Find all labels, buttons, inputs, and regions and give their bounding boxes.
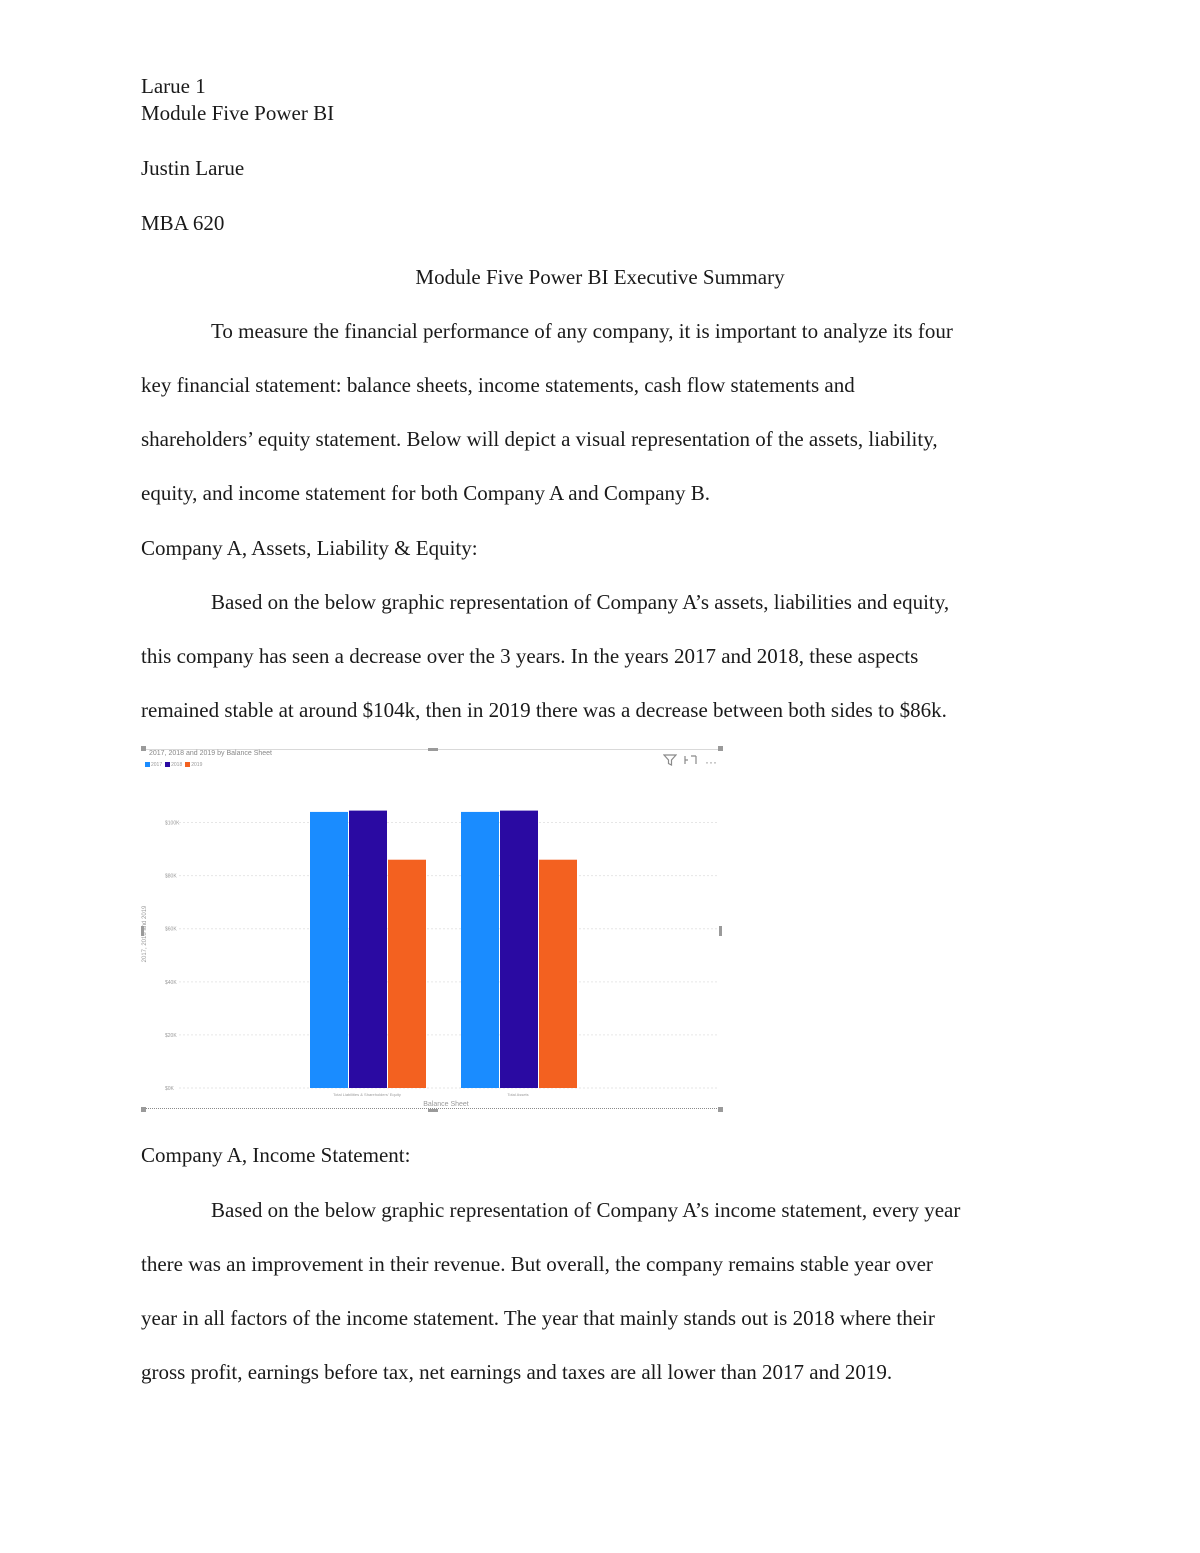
x-axis-title: Balance Sheet <box>423 1101 469 1108</box>
short-title: Module Five Power BI <box>141 101 335 125</box>
category-label: Total Liabilities & Shareholders' Equity <box>333 1092 401 1097</box>
legend-label: 2017 <box>151 762 163 768</box>
x-axis-categories <box>333 1092 529 1097</box>
income-line-3: year in all factors of the income statement. The year that mainly stands out is 2018 where their <box>141 1306 935 1330</box>
bar-2019-1[interactable] <box>539 860 577 1088</box>
chart-plot <box>141 746 723 1112</box>
y-axis-ticks <box>165 821 180 1092</box>
y-axis-title: 2017, 2018 and 2019 <box>142 905 148 963</box>
section-heading-income: Company A, Income Statement: <box>141 1143 411 1167</box>
y-tick-label: $100K <box>165 820 180 827</box>
intro-line-3: shareholders’ equity statement. Below will depict a visual representation of the assets, liability, <box>141 427 938 451</box>
balance-line-3: remained stable at around $104k, then in 2019 there was a decrease between both sides to $86k. <box>141 698 947 722</box>
y-tick-label: $0K <box>165 1086 174 1092</box>
running-head: Larue 1 <box>141 74 206 98</box>
document-title: Module Five Power BI Executive Summary <box>415 265 785 289</box>
legend-label: 2018 <box>171 762 183 768</box>
more-options-icon[interactable]: ··· <box>705 754 717 769</box>
bar-2019-0[interactable] <box>388 860 426 1088</box>
income-line-1: Based on the below graphic representation of Company A’s income statement, every year <box>211 1198 961 1222</box>
intro-line-4: equity, and income statement for both Company A and Company B. <box>141 481 711 505</box>
legend-label: 2019 <box>191 762 203 768</box>
y-tick-label: $60K <box>165 926 177 933</box>
y-tick-label: $20K <box>165 1032 177 1039</box>
author-name: Justin Larue <box>141 156 245 180</box>
course-code: MBA 620 <box>141 211 225 235</box>
bar-2018-1[interactable] <box>500 811 538 1088</box>
intro-line-2: key financial statement: balance sheets, income statements, cash flow statements and <box>141 373 855 397</box>
category-label: Total Assets <box>507 1092 529 1097</box>
y-tick-label: $80K <box>165 873 177 880</box>
bar-2017-1[interactable] <box>461 812 499 1088</box>
income-line-4: gross profit, earnings before tax, net earnings and taxes are all lower than 2017 and 2019. <box>141 1360 893 1384</box>
gridlines <box>179 823 717 1088</box>
y-tick-label: $40K <box>165 979 177 986</box>
intro-line-1: To measure the financial performance of any company, it is important to analyze its four <box>211 319 953 343</box>
income-line-2: there was an improvement in their revenue. But overall, the company remains stable year over <box>141 1252 933 1276</box>
balance-sheet-chart <box>141 746 723 1112</box>
balance-line-2: this company has seen a decrease over the 3 years. In the years 2017 and 2018, these aspects <box>141 644 919 668</box>
bar-2017-0[interactable] <box>310 812 348 1088</box>
bars <box>310 811 577 1088</box>
bar-2018-0[interactable] <box>349 811 387 1088</box>
section-heading-balance: Company A, Assets, Liability & Equity: <box>141 536 478 560</box>
balance-line-1: Based on the below graphic representation of Company A’s assets, liabilities and equity, <box>211 590 950 614</box>
chart-title: 2017, 2018 and 2019 by Balance Sheet <box>149 750 272 757</box>
